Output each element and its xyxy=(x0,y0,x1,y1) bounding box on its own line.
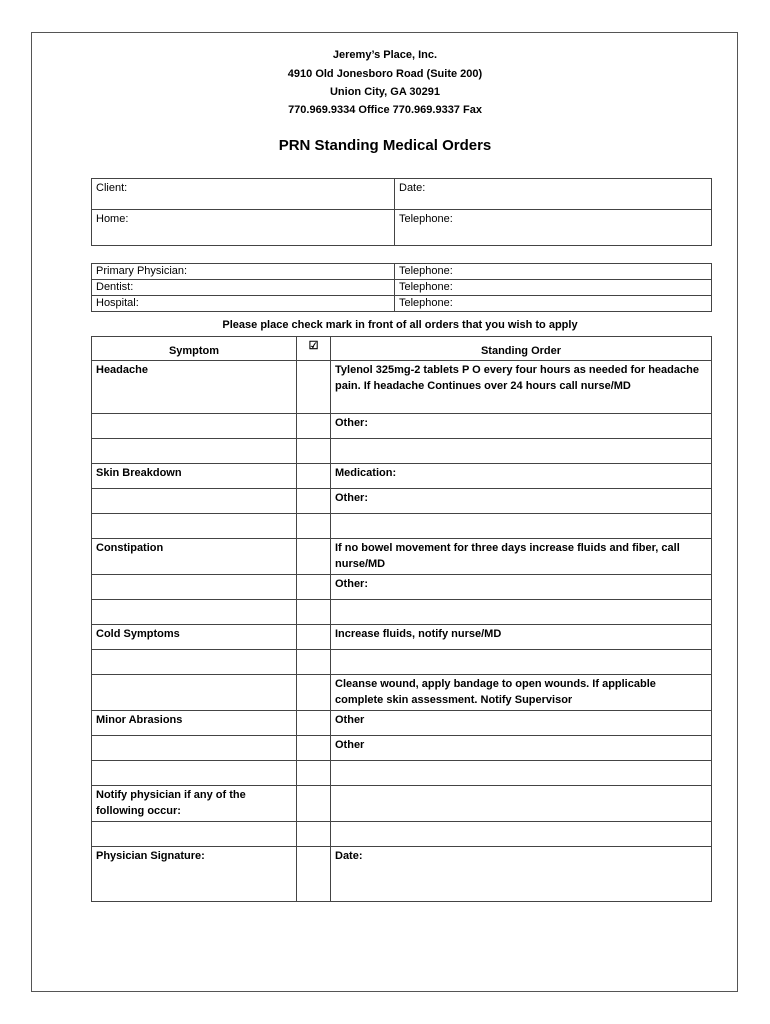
checkbox-cell[interactable] xyxy=(297,711,331,736)
orders-table xyxy=(91,336,712,902)
company-phones: 770.969.9334 Office 770.969.9337 Fax xyxy=(288,104,482,116)
checkbox-cell[interactable] xyxy=(297,514,331,539)
order-other[interactable]: Other: xyxy=(331,575,712,600)
order-other[interactable]: Other: xyxy=(331,414,712,439)
symptom-minor-abrasions: Minor Abrasions xyxy=(92,711,297,736)
client-table xyxy=(91,178,712,246)
order-cold: Increase fluids, notify nurse/MD xyxy=(331,625,712,650)
primary-physician-field[interactable]: Primary Physician: xyxy=(92,264,395,280)
order-other[interactable]: Other xyxy=(331,711,712,736)
checkbox-cell[interactable] xyxy=(297,761,331,786)
order-other[interactable]: Other: xyxy=(331,489,712,514)
symptom-cell xyxy=(92,822,297,847)
checkbox-cell[interactable] xyxy=(297,414,331,439)
symptom-cell xyxy=(92,439,297,464)
order-cell xyxy=(331,650,712,675)
checkbox-cell[interactable] xyxy=(297,464,331,489)
physician-signature-field[interactable]: Physician Signature: xyxy=(92,847,297,902)
symptom-cell xyxy=(92,600,297,625)
check-header: ☑ xyxy=(297,337,331,361)
checkbox-cell[interactable] xyxy=(297,439,331,464)
standing-order-header: Standing Order xyxy=(331,337,712,361)
symptom-constipation: Constipation xyxy=(92,539,297,575)
checkbox-cell[interactable] xyxy=(297,675,331,711)
checkbox-cell[interactable] xyxy=(297,489,331,514)
checkbox-cell[interactable] xyxy=(297,539,331,575)
checkbox-cell[interactable] xyxy=(297,822,331,847)
order-medication[interactable]: Medication: xyxy=(331,464,712,489)
checkbox-cell[interactable] xyxy=(297,600,331,625)
symptom-cell xyxy=(92,650,297,675)
company-name: Jeremy’s Place, Inc. xyxy=(332,49,438,61)
order-constipation: If no bowel movement for three days increase fluids and fiber, call nurse/MD xyxy=(331,539,712,575)
symptom-cell xyxy=(92,675,297,711)
checkbox-cell[interactable] xyxy=(297,650,331,675)
order-headache: Tylenol 325mg-2 tablets P O every four hours as needed for headache pain. If headache Continues over 24 hours call nurse/MD xyxy=(331,361,712,414)
symptom-cell xyxy=(92,575,297,600)
company-city: Union City, GA 30291 xyxy=(329,86,441,98)
checkbox-cell xyxy=(297,847,331,902)
symptom-skin-breakdown: Skin Breakdown xyxy=(92,464,297,489)
order-cell xyxy=(331,600,712,625)
home-field[interactable]: Home: xyxy=(92,210,395,246)
form-title: PRN Standing Medical Orders xyxy=(278,137,492,154)
checkbox-cell[interactable] xyxy=(297,625,331,650)
order-other[interactable]: Other xyxy=(331,736,712,761)
telephone-field[interactable]: Telephone: xyxy=(395,210,712,246)
instruction-text: Please place check mark in front of all orders that you wish to apply xyxy=(222,319,578,331)
date-field[interactable]: Date: xyxy=(395,179,712,210)
company-address: 4910 Old Jonesboro Road (Suite 200) xyxy=(287,68,483,80)
symptom-header: Symptom xyxy=(92,337,297,361)
physician-telephone-field[interactable]: Telephone: xyxy=(395,264,712,280)
symptom-cell xyxy=(92,736,297,761)
client-field[interactable]: Client: xyxy=(92,179,395,210)
order-cell xyxy=(331,761,712,786)
order-abrasion: Cleanse wound, apply bandage to open wounds. If applicable complete skin assessment. Notify Supervisor xyxy=(331,675,712,711)
symptom-cell xyxy=(92,414,297,439)
order-cell xyxy=(331,439,712,464)
checkbox-cell[interactable] xyxy=(297,786,331,822)
checkbox-cell[interactable] xyxy=(297,736,331,761)
signature-date-field[interactable]: Date: xyxy=(331,847,712,902)
dentist-telephone-field[interactable]: Telephone: xyxy=(395,280,712,296)
hospital-field[interactable]: Hospital: xyxy=(92,296,395,312)
checkbox-cell[interactable] xyxy=(297,575,331,600)
symptom-cold: Cold Symptoms xyxy=(92,625,297,650)
checkbox-cell[interactable] xyxy=(297,361,331,414)
contacts-table xyxy=(91,263,712,312)
dentist-field[interactable]: Dentist: xyxy=(92,280,395,296)
order-cell xyxy=(331,822,712,847)
order-cell[interactable] xyxy=(331,786,712,822)
notify-physician-label: Notify physician if any of the following occur: xyxy=(92,786,297,822)
symptom-headache: Headache xyxy=(92,361,297,414)
symptom-cell xyxy=(92,761,297,786)
symptom-cell xyxy=(92,489,297,514)
order-cell xyxy=(331,514,712,539)
symptom-cell xyxy=(92,514,297,539)
hospital-telephone-field[interactable]: Telephone: xyxy=(395,296,712,312)
